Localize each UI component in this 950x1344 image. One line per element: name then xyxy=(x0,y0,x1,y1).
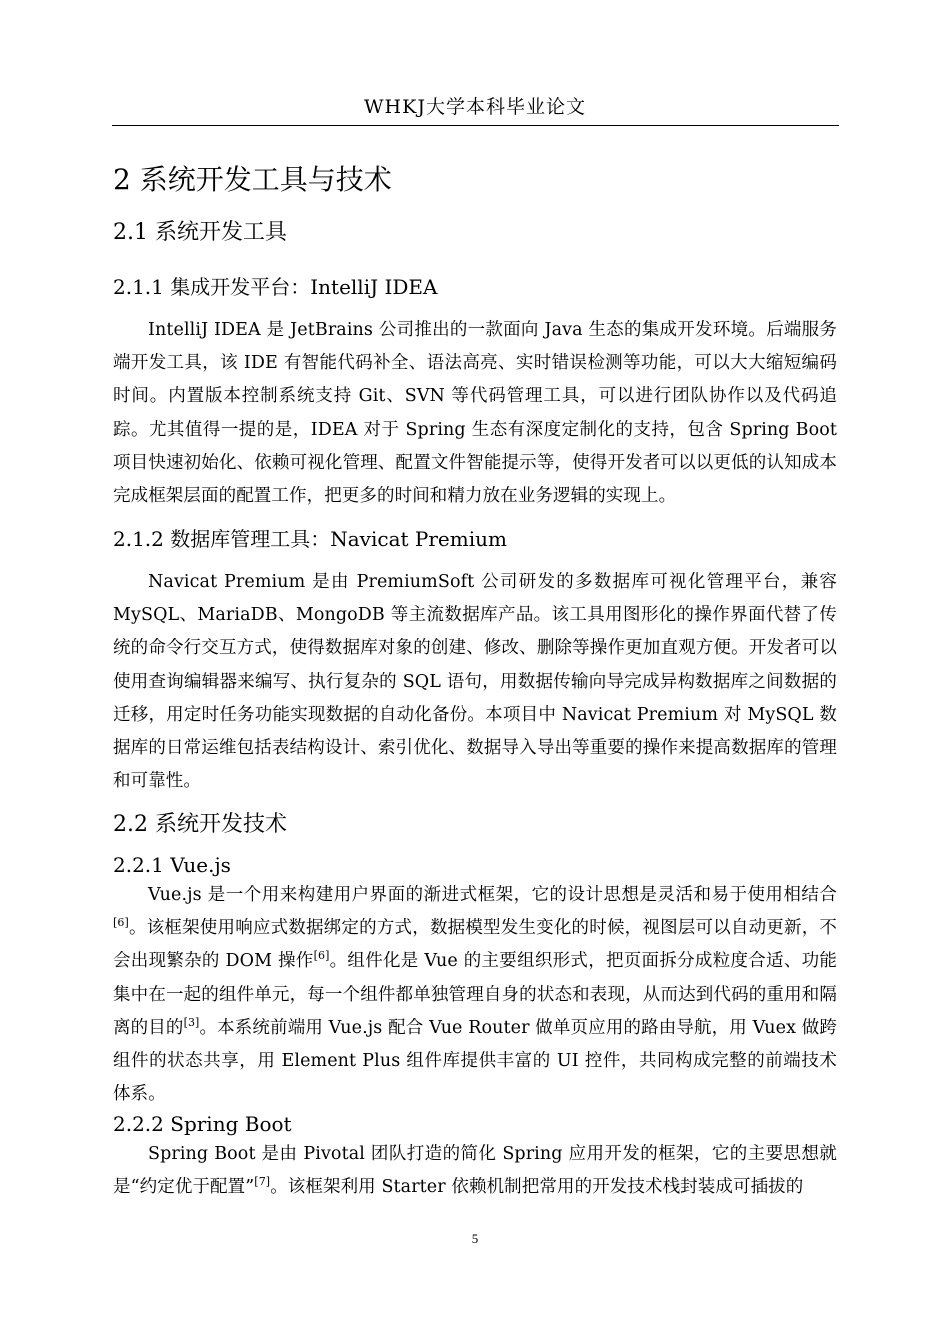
section-heading-2-2: 2.2 系统开发技术 xyxy=(113,812,287,837)
paragraph-text: 。组件化是 Vue 的主要组织形式，把页面拆分成粒度合适、功能集中在一起的组件单元，每一个组件都单独管理自身的状态和表现，从而达到代码的重用和隔离的目的 xyxy=(113,951,837,1038)
paragraph-intellij: IntelliJ IDEA 是 JetBrains 公司推出的一款面向 Java 生态的集成开发环境。后端服务端开发工具，该 IDE 有智能代码补全、语法高亮、实时错误检测等功能，可以大大缩短编码时间。内置版本控制系统支持 Git、SVN 等代码管理工具，可以进行团队协作以及代码追踪。尤其值得一提的是，IDEA 对于 Spring 生态有深度定制化的支持，包含 Spring Boot 项目快速初始化、依赖可视化管理、配置文件智能提示等，使得开发者可以以更低的认知成本完成框架层面的配置工作，把更多的时间和精力放在业务逻辑的实现上。 xyxy=(113,320,837,507)
paragraph-text: 。本系统前端用 Vue.js 配合 Vue Router 做单页应用的路由导航，用 Vuex 做跨组件的状态共享，用 Element Plus 组件库提供丰富的 UI 控件，共同构成完整的前端技术体系。 xyxy=(113,1017,837,1105)
citation: [3] xyxy=(183,1015,200,1029)
paragraph-springboot xyxy=(113,1138,837,1204)
section-heading-2-1-1: 2.1.1 集成开发平台：IntelliJ IDEA xyxy=(113,275,438,299)
citation: [6] xyxy=(313,949,330,963)
paragraph-text: 。该框架利用 Starter 依赖机制把常用的开发技术栈封装成可插拔的 xyxy=(270,1177,804,1198)
citation: [7] xyxy=(254,1175,271,1189)
section-heading-2-2-2: 2.2.2 Spring Boot xyxy=(113,1112,292,1136)
section-heading-2-1: 2.1 系统开发工具 xyxy=(113,220,287,245)
chapter-title: 2 系统开发工具与技术 xyxy=(113,163,392,196)
section-heading-2-2-1: 2.2.1 Vue.js xyxy=(113,853,231,877)
header-rule xyxy=(112,125,839,126)
paragraph-text: Spring Boot 是由 Pivotal 团队打造的简化 Spring 应用开发的框架，它的主要思想就是“约定优于配置” xyxy=(113,1144,837,1198)
citation: [6] xyxy=(113,916,129,930)
page-number: 5 xyxy=(471,1231,479,1246)
section-heading-2-1-2: 2.1.2 数据库管理工具：Navicat Premium xyxy=(113,527,507,551)
paragraph-vuejs xyxy=(113,879,837,1111)
paragraph-navicat: Navicat Premium 是由 PremiumSoft 公司研发的多数据库可视化管理平台，兼容 MySQL、MariaDB、MongoDB 等主流数据库产品。该工具用图形化的操作界面代替了传统的命令行交互方式，使得数据库对象的创建、修改、删除等操作更加直观方便。开发者可以使用查询编辑器来编写、执行复杂的 SQL 语句，用数据传输向导完成异构数据库之间数据的迁移，用定时任务功能实现数据的自动化备份。本项目中 Navicat Premium 对 MySQL 数据库的日常运维包括表结构设计、索引优化、数据导入导出等重要的操作来提高数据库的管理和可靠性。 xyxy=(113,572,837,792)
running-header: WHKJ大学本科毕业论文 xyxy=(364,96,586,118)
paragraph-text: 。该框架使用响应式数据绑定的方式，数据模型发生变化的时候，视图层可以自动更新，不会出现繁杂的 DOM 操作 xyxy=(113,918,837,972)
paragraph-text: Vue.js 是一个用来构建用户界面的渐进式框架，它的设计思想是灵活和易于使用相结合 xyxy=(148,885,837,905)
